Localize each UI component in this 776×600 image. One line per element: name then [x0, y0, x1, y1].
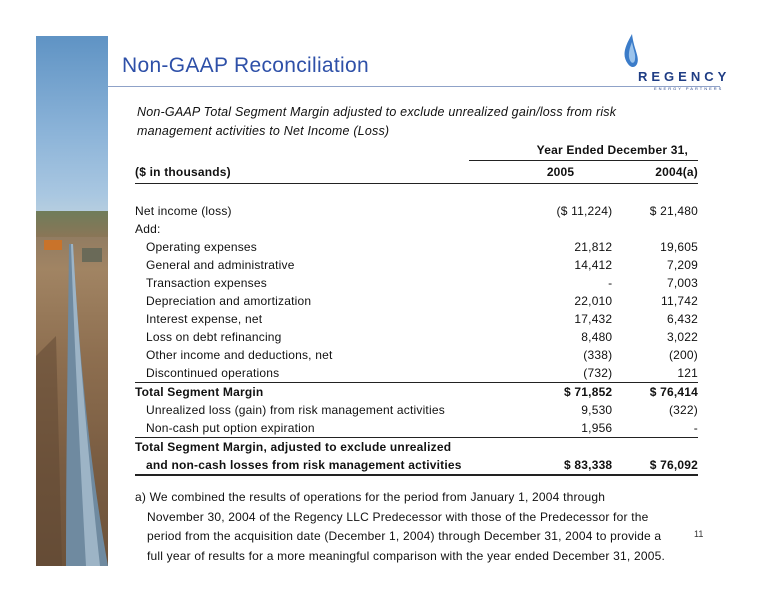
pipeline-photo — [36, 36, 108, 566]
units-label: ($ in thousands) — [135, 161, 469, 184]
table-header-row — [135, 140, 698, 161]
table-row: Operating expenses 21,812 19,605 — [146, 240, 698, 254]
footnote-line-1: a) We combined the results of operations for the period from January 1, 2004 through — [135, 490, 606, 504]
footnote-line-4: full year of results for a more meaningful comparison with the year ended December 31, 2005. — [147, 548, 665, 563]
table-row: Loss on debt refinancing 8,480 3,022 — [146, 330, 698, 344]
logo-wordmark: REGENCY — [638, 69, 731, 84]
reconciliation-table — [135, 140, 698, 476]
page-title: Non-GAAP Reconciliation — [122, 54, 369, 77]
footnote — [135, 488, 695, 566]
table-row: General and administrative 14,412 7,209 — [146, 258, 698, 272]
col-header-2004: 2004(a) — [612, 161, 698, 184]
logo-tagline: ENERGY PARTNERS — [654, 86, 724, 91]
col-header-2005: 2005 — [469, 161, 612, 184]
table-row: Depreciation and amortization 22,010 11,742 — [146, 294, 698, 308]
adjusted-total-row: and non-cash losses from risk management activities $ 83,338 $ 76,092 — [135, 456, 698, 475]
footnote-line-2: November 30, 2004 of the Regency LLC Predecessor with those of the Predecessor for the — [147, 509, 649, 524]
table-row: Transaction expenses - 7,003 — [146, 276, 698, 290]
caption-line-1: Non-GAAP Total Segment Margin adjusted to exclude unrealized gain/loss from risk — [137, 105, 617, 119]
regency-flame-logo — [618, 34, 731, 94]
period-header: Year Ended December 31, — [469, 140, 698, 161]
total-row: Total Segment Margin $ 71,852 $ 76,414 — [135, 383, 698, 402]
table-row: Discontinued operations (732) 121 — [146, 366, 698, 380]
table-row: Add: — [135, 222, 161, 236]
table-row: Interest expense, net 17,432 6,432 — [146, 312, 698, 326]
table-row: Net income (loss) ($ 11,224) $ 21,480 — [135, 204, 698, 218]
table-row: Non-cash put option expiration 1,956 - — [146, 421, 698, 435]
adjusted-total-label-row: Total Segment Margin, adjusted to exclude unrealized — [135, 438, 698, 457]
table-row: Unrealized loss (gain) from risk management activities 9,530 (322) — [146, 403, 698, 417]
footnote-line-3: period from the acquisition date (December 1, 2004) through December 31, 2004 to provide a — [147, 529, 662, 543]
pipeline-shape — [36, 36, 108, 566]
table-column-header-row — [135, 161, 698, 184]
table-caption — [137, 103, 657, 141]
table-row: Other income and deductions, net (338) (200) — [146, 348, 698, 362]
page-number: 11 — [694, 529, 704, 539]
caption-line-2: management activities to Net Income (Loss) — [137, 124, 390, 138]
